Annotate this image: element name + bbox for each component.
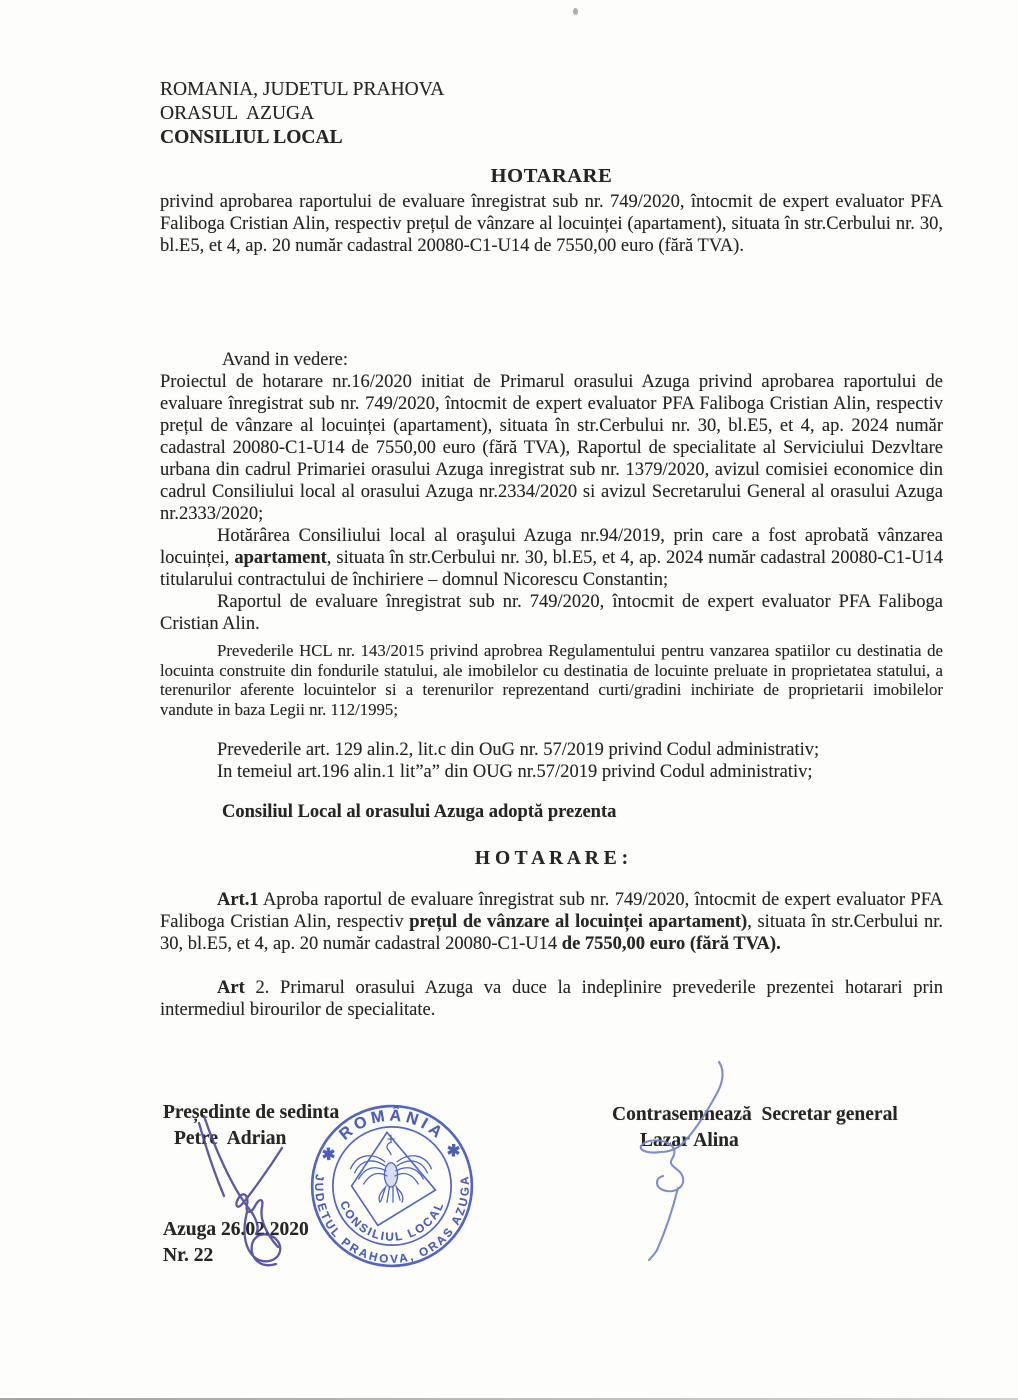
paragraph-evaluation-report: Raportul de evaluare înregistrat sub nr. 749/2020, întocmit de expert evaluator PFA Faliboga Cristian Alin. <box>160 592 943 634</box>
document-body <box>160 78 943 1021</box>
stamp-county-town-label: JUDETUL PRAHOVA, ORAS AZUGA <box>312 1173 473 1267</box>
president-role-label: Președinte de sedinta <box>163 1102 340 1123</box>
official-stamp <box>301 1095 483 1277</box>
preamble-label: Avand in vedere: <box>222 350 349 370</box>
decision-heading: H O T A R A R E : <box>474 848 629 869</box>
header-country-county: ROMANIA, JUDETUL PRAHOVA <box>160 79 445 100</box>
stamp-country-label: ✱ ROMÂNIA ✱ <box>318 1106 466 1165</box>
stamp-council-label: CONSILIUL LOCAL <box>337 1199 447 1244</box>
paragraph-art129: Prevederile art. 129 alin.2, lit.c din OuG nr. 57/2019 privind Codul administrativ; <box>217 740 820 760</box>
header-town: ORASUL AZUGA <box>160 103 315 124</box>
secretary-role-label: Contrasemnează Secretar general <box>612 1104 898 1125</box>
decision-number: Nr. 22 <box>163 1245 214 1266</box>
header-council: CONSILIUL LOCAL <box>160 127 343 148</box>
article-1: Art.1 Aproba raportul de evaluare înregistrat sub nr. 749/2020, întocmit de expert evaluator PFA Faliboga Cristian Alin, respectiv prețul de vânzare al locuinței apartament), situata în str.Cerbului nr. 30, bl.E5, et 4, ap. 20 număr cadastral 20080-C1-U14 de 7550,00 euro (fără TVA). <box>160 890 944 954</box>
president-name: Petre Adrian <box>174 1128 287 1149</box>
document-title: HOTARARE <box>490 165 613 187</box>
signature-lazar-alina <box>641 1062 723 1260</box>
document-subtitle: privind aprobarea raportului de evaluare înregistrat sub nr. 749/2020, întocmit de expert evaluator PFA Faliboga Cristian Alin, respectiv prețul de vânzare al locuinței (apartament), situata în str.Cerbului nr. 30, bl.E5, et 4, ap. 20 număr cadastral 20080-C1-U14 de 7550,00 euro (fără TVA). <box>160 192 943 256</box>
scan-speck <box>573 8 578 15</box>
secretary-name: Lazar Alina <box>640 1130 739 1151</box>
paragraph-project: Proiectul de hotarare nr.16/2020 initiat de Primarul orasului Azuga privind aprobarea raportului de evaluare înregistrat sub nr. 749/2020, întocmit de expert evaluator PFA Faliboga Cristian Alin, respectiv prețul de vânzare al locuinței (apartament), situata în str.Cerbului nr. 30, bl.E5, et 4, ap. 2024 număr cadastral 20080-C1-U14 de 7550,00 euro (fără TVA), Raportul de specialitate al Serviciului Dezvltare urbana din cadrul Primariei orasului Azuga inregistrat sub nr. 1379/2020, avizul comisiei economice din cadrul Consiliului local al orasului Azuga nr.2334/2020 si avizul Secretarului General al orasului Azuga nr.2333/2020; <box>160 372 943 524</box>
article-2: Art 2. Primarul orasului Azuga va duce la indeplinire prevederile prezentei hotarari prin intermediul birourilor de specialitate. <box>160 978 943 1020</box>
place-and-date: Azuga 26.02.2020 <box>163 1219 309 1240</box>
paragraph-hcl-94-2019: Hotărârea Consiliului local al oraşului Azuga nr.94/2019, prin care a fost aprobată vânzarea locuinței, apartament, situata în str.Cerbului nr. 30, bl.E5, et 4, ap. 2024 număr cadastral 20080-C1-U14 titularului contractului de închiriere – domnul Nicorescu Constantin; <box>160 526 943 590</box>
paragraph-hcl-143-2015: Prevederile HCL nr. 143/2015 privind aprobrea Regulamentului pentru vanzarea spatiilor cu destinatia de locuinta construite din fondurile statului, ale imobilelor cu destinatia de locuinte preluate in proprietatea statului, a terenurilor aferente locuintelor si a terenurilor reprezentand curti/gradini inchiriate de proprietarii imobilelor vandute in baza Legii nr. 112/1995; <box>160 641 943 719</box>
paragraph-art196: In temeiul art.196 alin.1 lit”a” din OUG nr.57/2019 privind Codul administrativ; <box>217 762 813 782</box>
adoption-line: Consiliul Local al orasului Azuga adoptă prezenta <box>222 802 617 822</box>
